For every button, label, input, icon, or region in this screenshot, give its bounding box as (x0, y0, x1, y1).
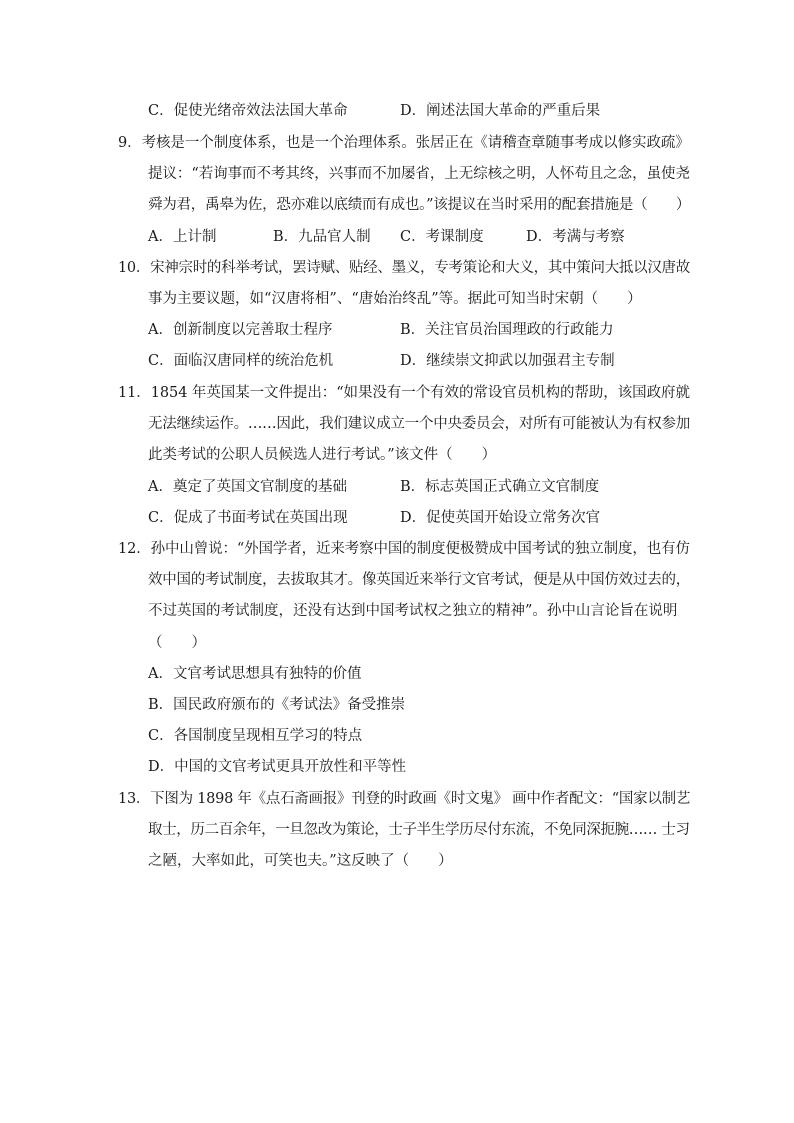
q11-option-c: C．促成了书面考试在英国出现 (148, 510, 348, 526)
q12-option-a: A．文官考试思想具有独特的价值 (148, 666, 362, 682)
q11-stem-line-3: 此类考试的公职人员候选人进行考试。”该文件（ ） (148, 447, 497, 463)
q13-stem-line-3: 之陋，大率如此，可笑也夫。”这反映了（ ） (148, 853, 453, 869)
q12-option-b: B．国民政府颁布的《考试法》备受推崇 (148, 697, 406, 713)
q8-option-d: D．阐述法国大革命的严重后果 (400, 103, 601, 119)
q8-option-c: C．促使光绪帝效法法国大革命 (148, 103, 348, 119)
q9-option-d: D．考满与考察 (526, 229, 625, 245)
q12-stem-line-2: 效中国的考试制度，去拔取其才。像英国近来举行文官考试，便是从中国仿效过去的， (148, 572, 690, 588)
q10-stem-line-1: 10．宋神宗时的科举考试，罢诗赋、贴经、墨义，专考策论和大义，其中策问大抵以汉唐故 (118, 260, 690, 276)
q10-option-a: A．创新制度以完善取士程序 (148, 322, 333, 338)
q11-option-b: B．标志英国正式确立文官制度 (400, 479, 600, 495)
q9-stem-line-2: 提议：“若询事而不考其终，兴事而不加屡省，上无综核之明，人怀苟且之念，虽使尧 (148, 166, 690, 182)
q10-option-c: C．面临汉唐同样的统治危机 (148, 353, 334, 369)
q13-stem-line-2: 取士，历二百余年，一旦忽改为策论，士子半生学历尽付东流，不免同深扼腕…… 士习 (148, 822, 690, 838)
q11-stem-line-2: 无法继续运作。……因此，我们建议成立一个中央委员会，对所有可能被认为有权参加 (148, 416, 690, 432)
q11-option-d: D．促使英国开始设立常务次官 (400, 510, 601, 526)
q11-stem-line-1: 11．1854 年英国某一文件提出：“如果没有一个有效的常设官员机构的帮助，该国政府就 (118, 385, 690, 401)
q9-stem-line-1: 9．考核是一个制度体系，也是一个治理体系。张居正在《请稽查章随事考成以修实政疏》 (118, 135, 690, 151)
q12-stem-line-4: （ ） (148, 635, 206, 651)
q12-stem-line-1: 12．孙中山曾说：“外国学者，近来考察中国的制度便极赞成中国考试的独立制度，也有仿 (118, 541, 690, 557)
q10-stem-line-2: 事为主要议题，如“汉唐将相”、“唐始治终乱”等。据此可知当时宋朝（ ） (148, 291, 642, 307)
q12-stem-line-3: 不过英国的考试制度，还没有达到中国考试权之独立的精神”。孙中山言论旨在说明 (148, 603, 678, 619)
q10-option-b: B．关注官员治国理政的行政能力 (400, 322, 614, 338)
q12-option-c: C．各国制度呈现相互学习的特点 (148, 728, 363, 744)
q9-option-c: C．考课制度 (400, 229, 484, 245)
q9-stem-line-3: 舜为君，禹皋为佐，恐亦难以底绩而有成也。”该提议在当时采用的配套措施是（ ） (148, 197, 691, 213)
q9-option-b: B．九品官人制 (273, 229, 371, 245)
q9-option-a: A．上计制 (148, 229, 217, 245)
q11-option-a: A．奠定了英国文官制度的基础 (148, 479, 347, 495)
q10-option-d: D．继续崇文抑武以加强君主专制 (400, 353, 615, 369)
q12-option-d: D．中国的文官考试更具开放性和平等性 (148, 759, 407, 775)
q13-stem-line-1: 13．下图为 1898 年《点石斋画报》刊登的时政画《时文鬼》 画中作者配文：“国家以制艺 (118, 791, 691, 807)
